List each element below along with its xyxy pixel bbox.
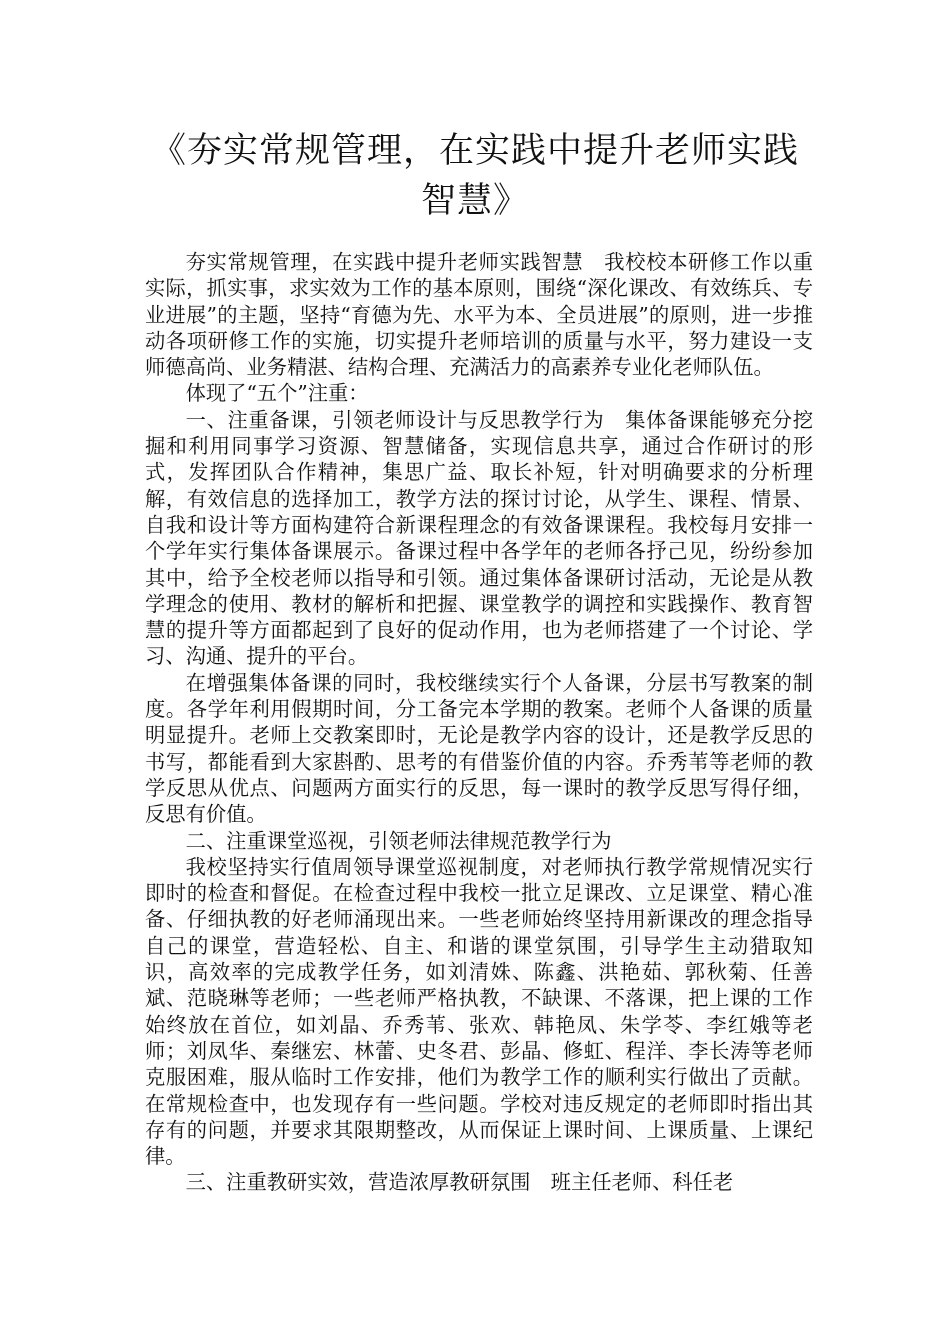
paragraph-section-two-heading: 二、注重课堂巡视，引领老师法律规范教学行为	[185, 828, 612, 853]
document-body	[145, 249, 813, 1196]
paragraph-individual-prep: 在增强集体备课的同时，我校继续实行个人备课，分层书写教案的制度。各学年利用假期时间，分工备完本学期的教案。老师个人备课的质量明显提升。老师上交教案即时，无论是教学内容的设计，还是教学反思的书写，都能看到大家斟酌、思考的有借鉴价值的内容。乔秀苇等老师的教学反思从优点、问题两方面实行的反思，每一课时的教学反思写得仔细，反思有价值。	[145, 670, 813, 827]
paragraph-section-three: 三、注重教研实效，营造浓厚教研氛围 班主任老师、科任老	[185, 1170, 734, 1195]
title-line-1: 《夯实常规管理，在实践中提升老师实践	[150, 131, 799, 171]
paragraph-section-two-body: 我校坚持实行值周领导课堂巡视制度，对老师执行教学常规情况实行即时的检查和督促。在检查过程中我校一批立足课改、立足课堂、精心准备、仔细执教的好老师涌现出来。一些老师始终坚持用新课改的理念指导自己的课堂，营造轻松、自主、和谐的课堂氛围，引导学生主动猎取知识，高效率的完成教学任务，如刘清姝、陈鑫、洪艳茹、郭秋菊、任善斌、范晓琳等老师；一些老师严格执教，不缺课、不落课，把上课的工作始终放在首位，如刘晶、乔秀苇、张欢、韩艳凤、朱学苓、李红娥等老师；刘凤华、秦继宏、林蕾、史冬君、彭晶、修虹、程洋、李长涛等老师克服困难，服从临时工作安排，他们为教学工作的顺利实行做出了贡献。在常规检查中，也发现存有一些问题。学校对违反规定的老师即时指出其存有的问题，并要求其限期整改，从而保证上课时间、上课质量、上课纪律。	[145, 854, 813, 1169]
paragraph-intro: 夯实常规管理，在实践中提升老师实践智慧 我校校本研修工作以重实际，抓实事，求实效为工作的基本原则，围绕“深化课改、有效练兵、专业进展”的主题，坚持“育德为先、水平为本、全员进展”的原则，进一步推动各项研修工作的实施，切实提升老师培训的质量与水平，努力建设一支师德高尚、业务精湛、结构合理、充满活力的高素养专业化老师队伍。	[145, 250, 813, 380]
paragraph-section-one: 一、注重备课，引领老师设计与反思教学行为 集体备课能够充分挖掘和利用同事学习资源、智慧储备，实现信息共享，通过合作研讨的形式，发挥团队合作精神，集思广益、取长补短，针对明确要求的分析理解，有效信息的选择加工，教学方法的探讨讨论，从学生、课程、情景、自我和设计等方面构建符合新课程理念的有效备课课程。我校每月安排一个学年实行集体备课展示。备课过程中各学年的老师各抒己见，纷纷参加其中，给予全校老师以指导和引领。通过集体备课研讨活动，无论是从教学理念的使用、教材的解析和把握、课堂教学的调控和实践操作、教育智慧的提升等方面都起到了良好的促动作用，也为老师搭建了一个讨论、学习、沟通、提升的平台。	[145, 407, 813, 669]
document-title	[150, 126, 800, 226]
title-line-2: 智慧》	[420, 181, 529, 221]
paragraph-five-focus: 体现了“五个”注重：	[185, 381, 369, 406]
